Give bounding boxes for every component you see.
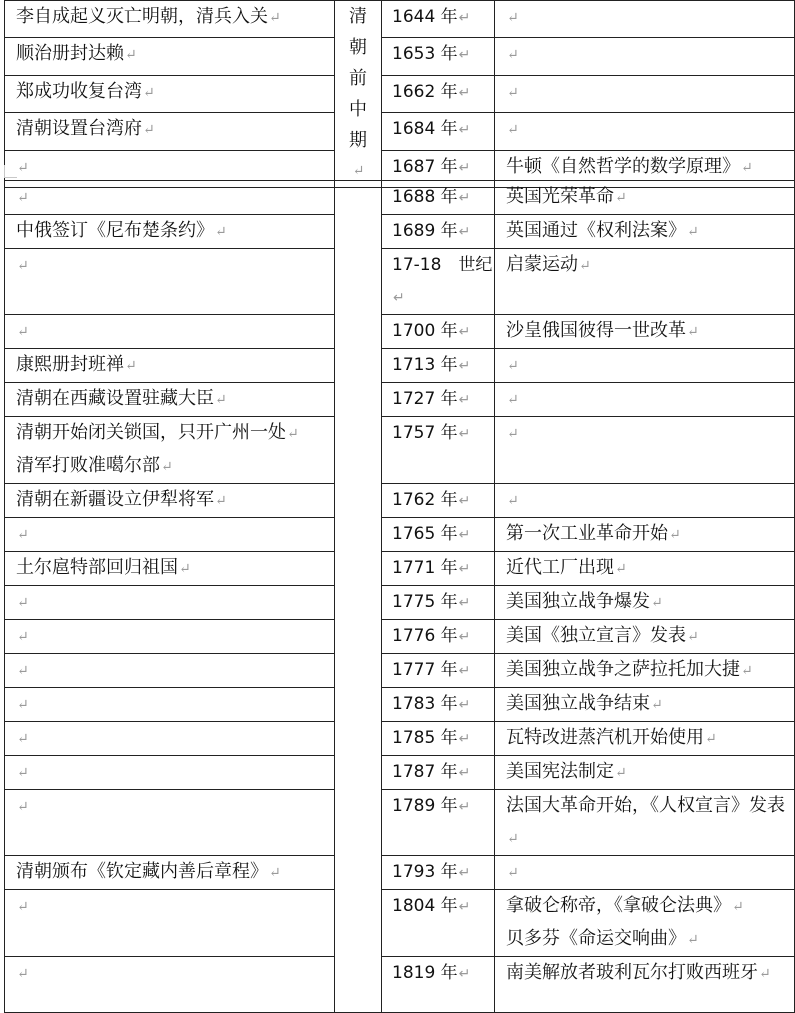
paragraph-mark: ↵ (125, 47, 137, 64)
paragraph-mark: ↵ (458, 47, 471, 64)
paragraph-mark: ↵ (507, 47, 519, 64)
china-event: 清军打败准噶尔部 (16, 455, 160, 476)
world-cell (495, 1, 795, 38)
paragraph-mark: ↵ (579, 258, 591, 274)
era-cell (335, 1, 382, 188)
world-event: 贝多芬《命运交响曲》 (506, 928, 686, 949)
paragraph-mark: ↵ (17, 731, 29, 747)
world-cell (495, 552, 795, 586)
paragraph-mark: ↵ (458, 358, 471, 374)
year: 1662 年 (392, 81, 458, 102)
year-cell (382, 756, 495, 790)
world-cell (495, 518, 795, 552)
paragraph-mark: ↵ (741, 159, 753, 176)
world-cell (495, 586, 795, 620)
world-event: 美国独立战争之萨拉托加大捷 (506, 659, 740, 680)
paragraph-mark: ↵ (287, 426, 299, 442)
world-cell (495, 417, 795, 484)
paragraph-mark: ↵ (507, 84, 519, 101)
china-event: 清朝在新疆设立伊犁将军 (16, 489, 214, 510)
event-cell (5, 417, 335, 484)
paragraph-mark: ↵ (458, 224, 471, 240)
paragraph-mark: ↵ (507, 865, 519, 881)
year-cell (382, 181, 495, 215)
event-cell (5, 484, 335, 518)
table-row (5, 1, 795, 38)
event-cell (5, 688, 335, 722)
era-cell (335, 181, 382, 1013)
year: 1771 年 (392, 558, 458, 578)
world-cell (495, 722, 795, 756)
world-cell (495, 620, 795, 654)
year-cell (382, 383, 495, 417)
paragraph-mark: ↵ (458, 765, 471, 781)
paragraph-mark: ↵ (458, 561, 471, 577)
year: 1804 年 (392, 896, 458, 916)
table-row (5, 315, 795, 349)
year: 1787 年 (392, 762, 458, 782)
paragraph-mark: ↵ (615, 190, 627, 206)
event-cell (5, 552, 335, 586)
paragraph-mark: ↵ (458, 697, 471, 713)
world-cell (495, 75, 795, 112)
year: 1776 年 (392, 626, 458, 646)
world-cell (495, 890, 795, 957)
event-cell (5, 349, 335, 383)
china-event: 土尔扈特部回归祖国 (16, 557, 178, 578)
year-cell (382, 1, 495, 38)
world-cell (495, 756, 795, 790)
timeline-table-bottom (4, 180, 795, 1013)
year: 1789 年 (392, 796, 458, 816)
paragraph-mark: ↵ (669, 527, 681, 543)
paragraph-mark: ↵ (215, 392, 227, 408)
table-row (5, 518, 795, 552)
table-row (5, 756, 795, 790)
event-cell (5, 38, 335, 75)
paragraph-mark: ↵ (651, 697, 663, 713)
paragraph-mark: ↵ (17, 697, 29, 713)
table-separator-mark (4, 165, 17, 178)
world-cell (495, 383, 795, 417)
paragraph-mark: ↵ (759, 966, 771, 982)
paragraph-mark: ↵ (17, 527, 29, 543)
paragraph-mark: ↵ (17, 595, 29, 611)
paragraph-mark: ↵ (732, 899, 744, 915)
table-row (5, 856, 795, 890)
world-event: 法国大革命开始，《人权宣言》发表 (506, 795, 785, 816)
paragraph-mark: ↵ (687, 224, 699, 240)
paragraph-mark: ↵ (741, 663, 753, 679)
paragraph-mark: ↵ (458, 899, 471, 915)
table-row (5, 215, 795, 249)
china-event: 郑成功收复台湾 (16, 80, 142, 102)
paragraph-mark: ↵ (507, 392, 519, 408)
year: 1757 年 (392, 423, 458, 443)
paragraph-mark: ↵ (651, 595, 663, 611)
world-cell (495, 957, 795, 1013)
paragraph-mark: ↵ (393, 290, 405, 306)
paragraph-mark: ↵ (215, 493, 227, 509)
paragraph-mark: ↵ (269, 865, 281, 881)
paragraph-mark: ↵ (507, 831, 519, 847)
paragraph-mark: ↵ (458, 190, 471, 206)
paragraph-mark: ↵ (458, 84, 471, 101)
year: 1644 年 (392, 7, 458, 27)
year-cell (382, 890, 495, 957)
timeline-table-top (4, 0, 795, 188)
world-cell (495, 654, 795, 688)
paragraph-mark: ↵ (458, 731, 471, 747)
table-row (5, 688, 795, 722)
paragraph-mark: ↵ (17, 324, 29, 340)
era-char: 清 (349, 6, 367, 27)
paragraph-mark: ↵ (507, 10, 519, 26)
event-cell (5, 620, 335, 654)
year-cell (382, 654, 495, 688)
paragraph-mark: ↵ (17, 258, 29, 274)
world-event: 拿破仑称帝，《拿破仑法典》 (506, 895, 731, 916)
event-cell (5, 383, 335, 417)
table-row (5, 75, 795, 112)
table-row (5, 181, 795, 215)
year-cell (382, 722, 495, 756)
paragraph-mark: ↵ (507, 493, 519, 509)
year-cell (382, 586, 495, 620)
world-cell (495, 38, 795, 75)
event-cell (5, 957, 335, 1013)
paragraph-mark: ↵ (215, 224, 227, 240)
paragraph-mark: ↵ (17, 765, 29, 781)
world-event: 启蒙运动 (506, 254, 578, 275)
table-row (5, 586, 795, 620)
world-cell (495, 349, 795, 383)
event-cell (5, 249, 335, 315)
paragraph-mark: ↵ (458, 392, 471, 408)
table-row (5, 484, 795, 518)
paragraph-mark: ↵ (687, 324, 699, 340)
paragraph-mark: ↵ (143, 122, 155, 139)
era-char: 朝 (349, 37, 367, 58)
world-event: 沙皇俄国彼得一世改革 (506, 320, 686, 341)
year-cell (382, 417, 495, 484)
paragraph-mark: ↵ (458, 10, 471, 26)
china-event: 顺治册封达赖 (16, 43, 124, 65)
year: 1785 年 (392, 728, 458, 748)
era-char: 中 (349, 99, 367, 120)
world-event: 瓦特改进蒸汽机开始使用 (506, 727, 704, 748)
world-cell (495, 249, 795, 315)
year-cell (382, 552, 495, 586)
world-event: 美国《独立宣言》发表 (506, 625, 686, 646)
year: 1687 年 (392, 156, 458, 177)
paragraph-mark: ↵ (17, 899, 29, 915)
paragraph-mark: ↵ (269, 10, 281, 26)
table-row (5, 654, 795, 688)
paragraph-mark: ↵ (17, 190, 29, 206)
year: 1689 年 (392, 221, 458, 241)
table-row (5, 957, 795, 1013)
paragraph-mark: ↵ (458, 324, 471, 340)
paragraph-mark: ↵ (458, 865, 471, 881)
event-cell (5, 790, 335, 856)
year-cell (382, 620, 495, 654)
event-cell (5, 1, 335, 38)
year-cell (382, 518, 495, 552)
year: 1775 年 (392, 592, 458, 612)
year: 1700 年 (392, 321, 458, 341)
year: 1727 年 (392, 389, 458, 409)
china-event: 清朝开始闭关锁国，只开广州一处 (16, 422, 286, 443)
world-cell (495, 315, 795, 349)
era-char: 前 (349, 68, 367, 89)
table-row (5, 383, 795, 417)
paragraph-mark: ↵ (687, 629, 699, 645)
world-cell (495, 181, 795, 215)
table-row (5, 890, 795, 957)
year: 1688 年 (392, 187, 458, 207)
table-row (5, 790, 795, 856)
year: 1762 年 (392, 490, 458, 510)
world-cell (495, 688, 795, 722)
paragraph-mark: ↵ (17, 159, 29, 176)
paragraph-mark: ↵ (458, 629, 471, 645)
paragraph-mark: ↵ (687, 932, 699, 948)
year-cell (382, 249, 495, 315)
world-event: 第一次工业革命开始 (506, 523, 668, 544)
year-cell (382, 38, 495, 75)
year: 1653 年 (392, 44, 458, 65)
event-cell (5, 113, 335, 150)
event-cell (5, 181, 335, 215)
paragraph-mark: ↵ (458, 493, 471, 509)
year-cell (382, 790, 495, 856)
year-cell (382, 688, 495, 722)
era-char: 期 ↵ (335, 125, 381, 187)
paragraph-mark: ↵ (161, 459, 173, 475)
world-event: 近代工厂出现 (506, 557, 614, 578)
year: 1819 年 (392, 963, 458, 983)
world-cell (495, 484, 795, 518)
paragraph-mark: ↵ (458, 663, 471, 679)
year: 1765 年 (392, 524, 458, 544)
year-cell (382, 349, 495, 383)
table-row (5, 38, 795, 75)
event-cell (5, 890, 335, 957)
paragraph-mark: ↵ (507, 122, 519, 139)
paragraph-mark: ↵ (125, 358, 137, 374)
world-cell (495, 856, 795, 890)
paragraph-mark: ↵ (179, 561, 191, 577)
world-event: 美国独立战争爆发 (506, 591, 650, 612)
event-cell (5, 586, 335, 620)
world-event: 英国光荣革命 (506, 186, 614, 207)
world-event: 美国宪法制定 (506, 761, 614, 782)
china-event: 康熙册封班禅 (16, 354, 124, 375)
paragraph-mark: ↵ (705, 731, 717, 747)
world-event: 美国独立战争结束 (506, 693, 650, 714)
year-cell (382, 957, 495, 1013)
paragraph-mark: ↵ (458, 966, 471, 982)
table-row (5, 113, 795, 150)
table-row (5, 417, 795, 484)
china-event: 清朝设置台湾府 (16, 118, 142, 140)
event-cell (5, 315, 335, 349)
event-cell (5, 75, 335, 112)
year: 1713 年 (392, 355, 458, 375)
paragraph-mark: ↵ (458, 426, 471, 442)
table-row (5, 722, 795, 756)
world-event: 英国通过《权利法案》 (506, 220, 686, 241)
year-cell (382, 113, 495, 150)
year: 1777 年 (392, 660, 458, 680)
paragraph-mark: ↵ (615, 765, 627, 781)
paragraph-mark: ↵ (507, 426, 519, 442)
table-row (5, 249, 795, 315)
paragraph-mark: ↵ (615, 561, 627, 577)
year: 1684 年 (392, 119, 458, 140)
china-event: 李自成起义灭亡明朝，清兵入关 (16, 6, 268, 27)
world-cell (495, 215, 795, 249)
paragraph-mark: ↵ (458, 527, 471, 543)
event-cell (5, 215, 335, 249)
event-cell (5, 722, 335, 756)
paragraph-mark: ↵ (458, 122, 471, 139)
paragraph-mark: ↵ (17, 629, 29, 645)
year-cell (382, 856, 495, 890)
table-row (5, 552, 795, 586)
table-row (5, 349, 795, 383)
event-cell (5, 654, 335, 688)
event-cell (5, 756, 335, 790)
event-cell (5, 856, 335, 890)
year: 17-18 世纪 (392, 255, 493, 275)
china-event: 清朝在西藏设置驻藏大臣 (16, 388, 214, 409)
paragraph-mark: ↵ (17, 663, 29, 679)
china-event: 清朝颁布《钦定藏内善后章程》 (16, 861, 268, 882)
china-event: 中俄签订《尼布楚条约》 (16, 220, 214, 241)
world-cell (495, 790, 795, 856)
paragraph-mark: ↵ (352, 163, 365, 179)
year: 1783 年 (392, 694, 458, 714)
table-row (5, 620, 795, 654)
year-cell (382, 484, 495, 518)
year-cell (382, 215, 495, 249)
paragraph-mark: ↵ (507, 358, 519, 374)
year: 1793 年 (392, 862, 458, 882)
year-cell (382, 75, 495, 112)
world-event: 南美解放者玻利瓦尔打败西班牙 (506, 962, 758, 983)
world-cell (495, 113, 795, 150)
paragraph-mark: ↵ (458, 159, 471, 176)
paragraph-mark: ↵ (458, 799, 471, 815)
paragraph-mark: ↵ (458, 595, 471, 611)
world-event: 牛顿《自然哲学的数学原理》 (506, 155, 740, 177)
event-cell (5, 518, 335, 552)
paragraph-mark: ↵ (17, 966, 29, 982)
paragraph-mark: ↵ (17, 799, 29, 815)
year-cell (382, 315, 495, 349)
paragraph-mark: ↵ (143, 84, 155, 101)
